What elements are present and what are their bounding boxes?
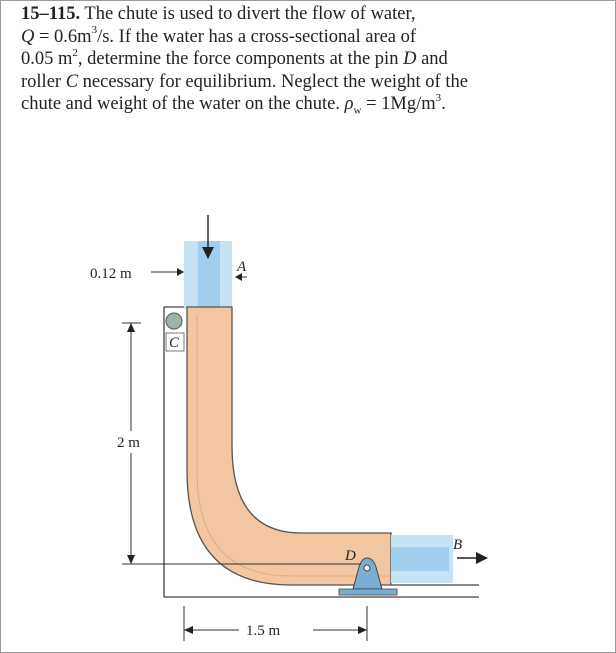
problem-line-3-end: and [416,49,448,69]
roller-label-text: C [65,71,79,92]
flow-rate-exponent: 3 [91,24,98,37]
problem-line-2-tail: /s. If the water has a cross-sectional area of [97,26,417,47]
problem-number: 15–115. [21,4,81,24]
label-c: C [169,335,180,351]
pin-label-text: D [403,49,417,69]
label-a: A [237,259,247,275]
area-exponent: 2 [72,46,78,59]
label-b: B [453,537,463,553]
height-dimension-label: 2 m [117,435,140,451]
flow-rate-symbol: Q [21,26,35,47]
width-dimension-label: 0.12 m [90,266,132,282]
density-subscript: w [353,104,362,117]
problem-line-4-start: roller [21,71,66,92]
problem-line-5: chute and weight of the water on the chute. [21,94,345,114]
density-symbol: ρ [344,94,354,114]
problem-line-3: , determine the force components at the pin [77,49,404,69]
flow-rate-value: = 0.6m [34,26,92,47]
density-value: = 1Mg/m [361,94,436,114]
problem-line-4: necessary for equilibrium. Neglect the weight of the [78,71,468,92]
chute-body [187,307,391,585]
area-value: 0.05 m [21,49,73,69]
outgoing-water-core [391,547,449,571]
problem-line-1: The chute is used to divert the flow of water, [84,4,416,24]
roller-c [166,313,182,329]
label-d: D [345,548,356,564]
length-dimension-label: 1.5 m [246,623,281,639]
chute-figure [1,1,615,652]
outflow-arrow [457,552,488,564]
problem-line-5-end: . [441,94,446,114]
density-exponent: 3 [435,91,442,104]
